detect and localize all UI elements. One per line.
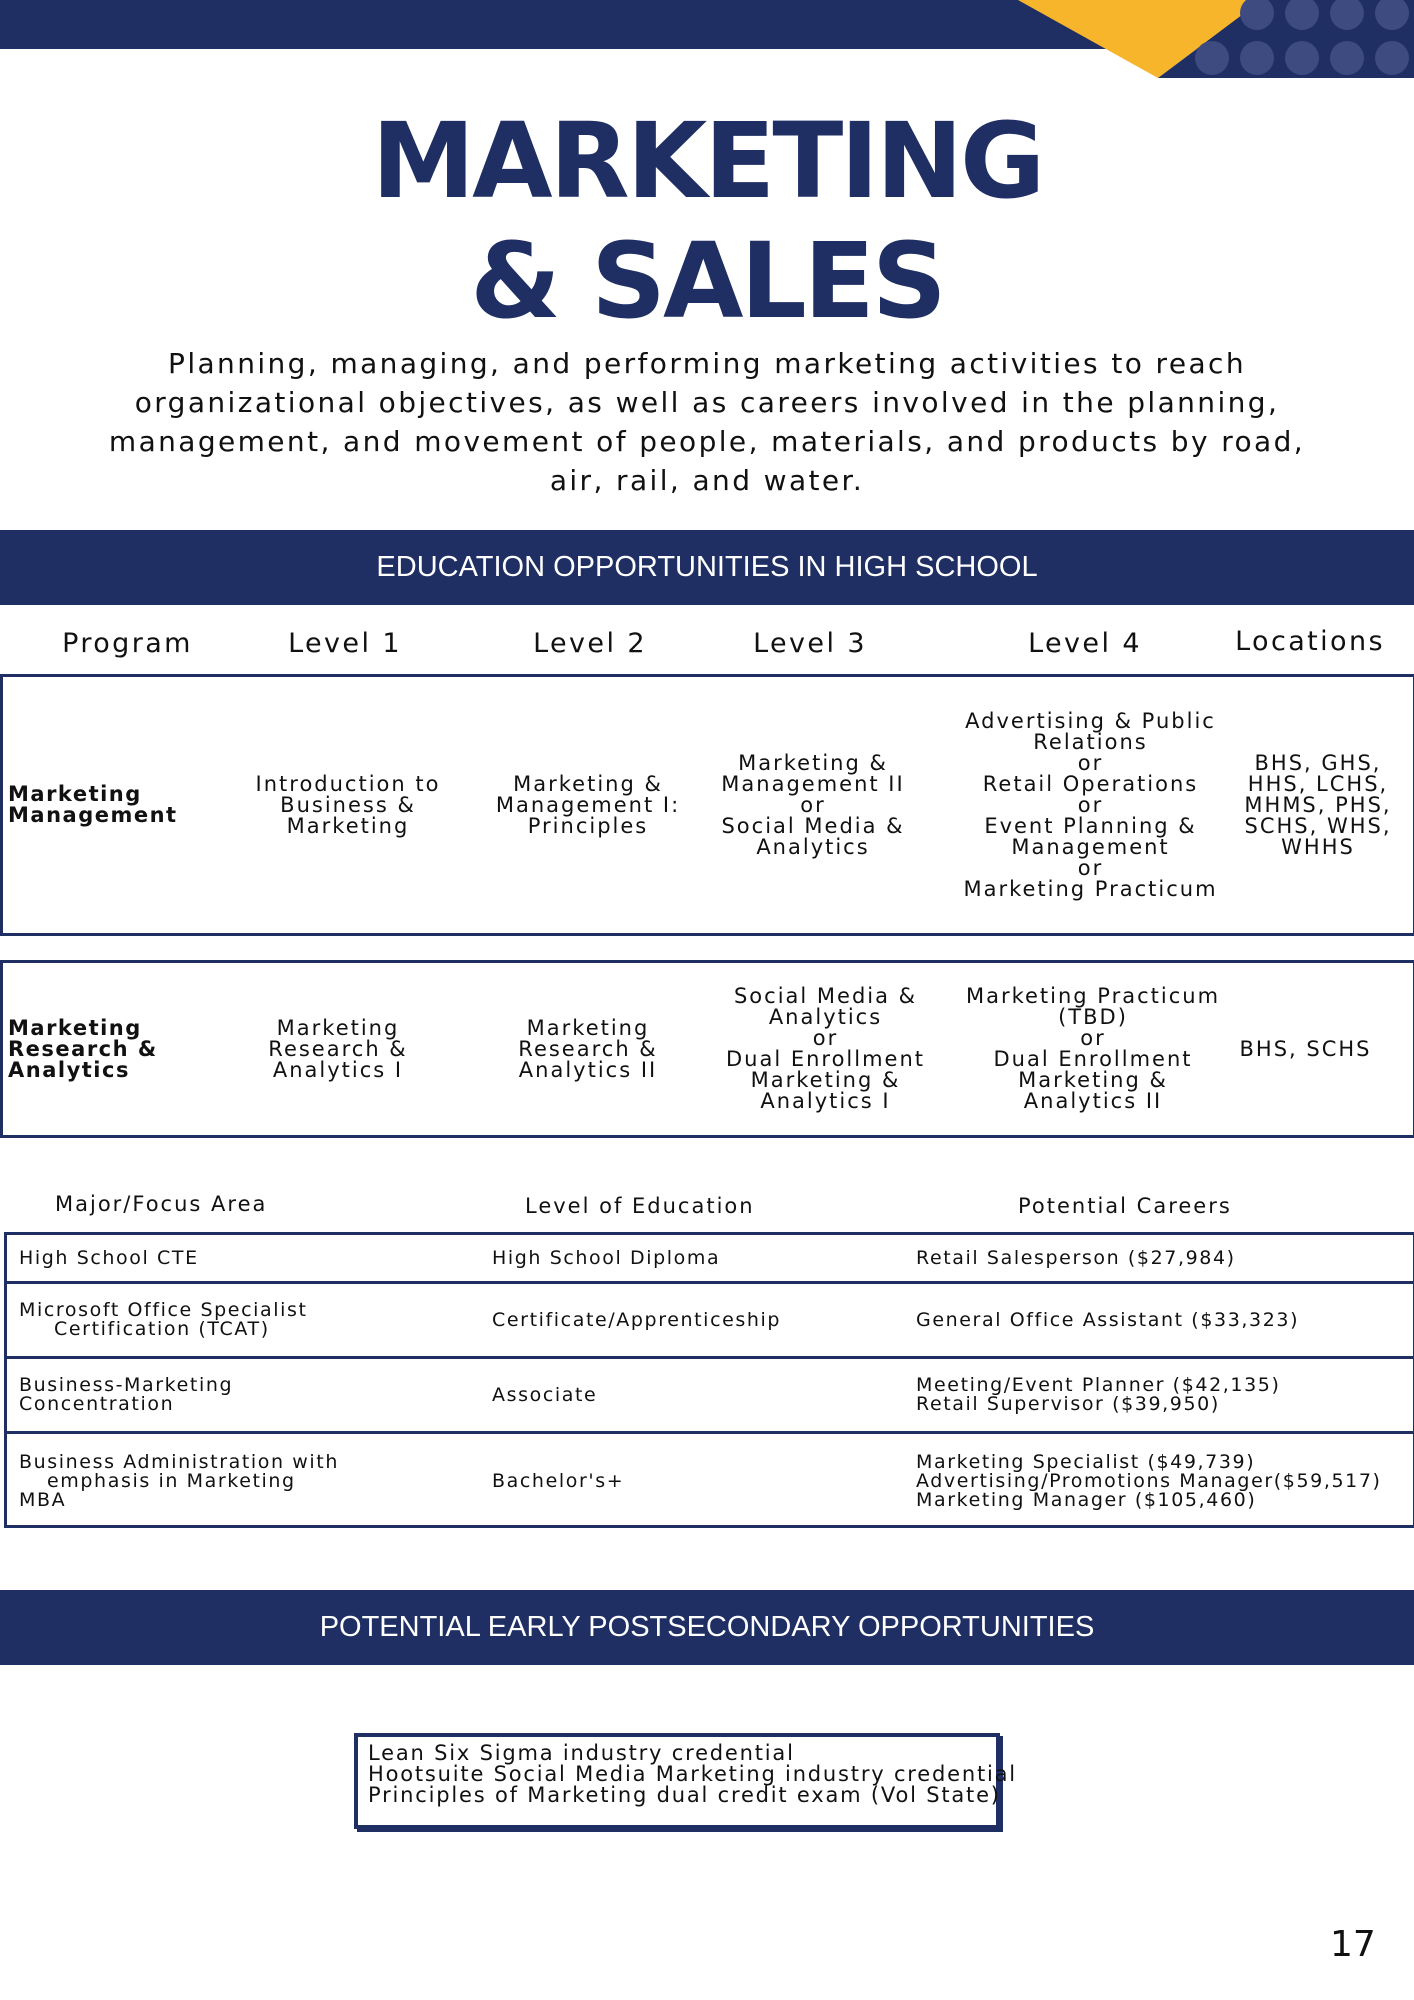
education-opportunities-banner: EDUCATION OPPORTUNITIES IN HIGH SCHOOL: [0, 530, 1414, 605]
intro-paragraph: Planning, managing, and performing marketing activities to reach organizational objectives, as well as careers involved in the planning, management, and movement of people, materials, and products by road, air, rail, and water.: [108, 347, 1306, 497]
postsecondary-opportunities-banner: POTENTIAL EARLY POSTSECONDARY OPPORTUNITIES: [0, 1590, 1414, 1665]
page-title-line-1: MARKETING: [371, 100, 1043, 222]
program-level-4: Marketing Practicum (TBD) or Dual Enrollment Marketing & Analytics II: [965, 984, 1221, 1113]
header-level-3: Level 3: [753, 628, 867, 659]
table-row: [7, 1356, 1413, 1431]
careers-table: [4, 1232, 1414, 1528]
careers-list: Retail Salesperson ($27,984): [916, 1246, 1236, 1269]
program-row-marketing-management: [0, 674, 1414, 936]
header-decoration: [0, 0, 1414, 80]
header-level-2: Level 2: [533, 628, 647, 659]
program-level-1: Marketing Research & Analytics I: [268, 1015, 408, 1082]
careers-list: Marketing Specialist ($49,739) Advertising/Promotions Manager($59,517) Marketing Manager ($105,460): [916, 1450, 1382, 1511]
page-number: 17: [1330, 1924, 1376, 1965]
header-potential-careers: Potential Careers: [1018, 1194, 1232, 1218]
program-level-2: Marketing & Management I: Principles: [495, 771, 681, 838]
header-level-of-education: Level of Education: [525, 1194, 755, 1218]
table-row: [7, 1281, 1413, 1356]
program-level-1: Introduction to Business & Marketing: [255, 771, 441, 838]
education-level: Certificate/Apprenticeship: [492, 1308, 782, 1331]
table-row: [7, 1431, 1413, 1528]
education-level: Associate: [492, 1383, 598, 1406]
credential-item: Principles of Marketing dual credit exam (Vol State): [368, 1783, 1001, 1807]
program-level-3: Marketing & Management II or Social Media & Analytics: [721, 750, 905, 859]
focus-area: Business Administration with emphasis in Marketing MBA: [19, 1450, 340, 1511]
program-level-4: Advertising & Public Relations or Retail Operations or Event Planning & Management or Marketing Practicum: [963, 708, 1218, 901]
program-locations: BHS, SCHS: [1239, 1036, 1372, 1061]
program-row-marketing-research-analytics: [0, 960, 1414, 1138]
header-locations: Locations: [1235, 626, 1385, 657]
credentials-box: [354, 1733, 1017, 1829]
header-level-1: Level 1: [288, 628, 402, 659]
focus-area: High School CTE: [19, 1246, 199, 1269]
header-level-4: Level 4: [1028, 628, 1142, 659]
education-level: High School Diploma: [492, 1246, 721, 1269]
program-level-2: Marketing Research & Analytics II: [518, 1015, 658, 1082]
program-locations: BHS, GHS, HHS, LCHS, MHMS, PHS, SCHS, WHS, WHHS: [1244, 750, 1392, 859]
program-name: Marketing Management: [8, 782, 178, 827]
credential-item: Hootsuite Social Media Marketing industry credential: [368, 1762, 1017, 1786]
credential-item: Lean Six Sigma industry credential: [368, 1741, 795, 1765]
careers-list: Meeting/Event Planner ($42,135) Retail Supervisor ($39,950): [916, 1374, 1281, 1415]
table-row: [7, 1235, 1413, 1281]
page-title-line-2: & SALES: [470, 220, 944, 342]
education-level: Bachelor's+: [492, 1469, 625, 1492]
focus-area: Microsoft Office Specialist Certification (TCAT): [19, 1299, 308, 1340]
focus-area: Business-Marketing Concentration: [19, 1374, 234, 1415]
careers-list: General Office Assistant ($33,323): [916, 1308, 1300, 1331]
header-program: Program: [62, 628, 193, 659]
program-level-3: Social Media & Analytics or Dual Enrollment Marketing & Analytics I: [725, 984, 926, 1113]
header-major-focus: Major/Focus Area: [55, 1192, 268, 1216]
program-name: Marketing Research & Analytics: [8, 1015, 158, 1082]
